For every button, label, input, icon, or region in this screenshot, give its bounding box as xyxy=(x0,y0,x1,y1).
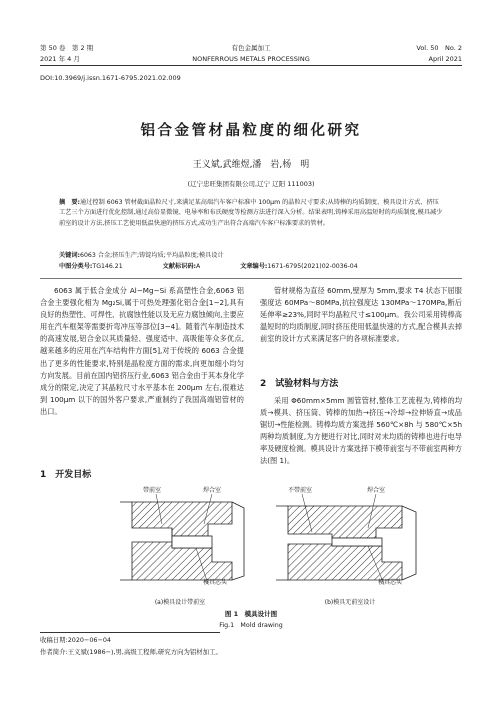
die-upper-section xyxy=(288,506,402,538)
volume-issue: 第 50 卷 第 2 期 xyxy=(40,44,94,52)
subcaption-b: (b)模具无前室设计 xyxy=(324,599,376,606)
material-paragraph: 采用 Φ60mm×5mm 圆管管材,整体工艺流程为,铸棒的均质→模具、挤压筒、铸棒的加热→挤压→冷却→拉伸矫直→成品锯切→性能检测。铸棒均质方案选择 560℃×8h 与 580℃×5h 两种均质制度,为方便进行对比,同时对未均质的铸棒也进行电导率及硬度检测。模具设计方案选择下模带前室与不带前室两种方法(图 1)。 xyxy=(260,396,462,466)
section-heading-material: 2 试验材料与方法 xyxy=(260,379,339,389)
die-upper-section xyxy=(132,502,232,536)
journal-title-en: NONFERROUS METALS PROCESSING xyxy=(192,55,310,63)
mold-drawing-without-chamber xyxy=(272,484,428,590)
doc-code-label: 文献标识码: xyxy=(162,263,197,270)
publication-date-en: April 2021 xyxy=(428,55,462,63)
abstract-label: 摘 要: xyxy=(59,199,81,206)
mold-drawing-with-chamber xyxy=(112,484,252,590)
article-number-label: 文章编号: xyxy=(240,263,268,270)
article-number-value: 1671-6795(2021)02-0036-04 xyxy=(267,263,358,270)
author-bio: 作者简介:王义斌(1986−),男,高级工程师,研究方向为铝材加工。 xyxy=(40,648,222,656)
label-core-a: 模具芯头 xyxy=(203,579,228,586)
authors: 王义斌,武维煜,潘 岩,杨 明 xyxy=(192,160,310,170)
abstract-rule xyxy=(40,278,462,279)
subcaption-a: (a)模具设计带前室 xyxy=(154,599,206,606)
die-lower-section xyxy=(288,544,402,580)
header-rule xyxy=(40,65,462,66)
keywords-text: 6063 合金;挤压生产;铸锭均质;平均晶粒度;模具设计 xyxy=(80,252,224,259)
intro-paragraph: 6063 属于低合金成分 Al−Mg−Si 系高塑性合金,6063 铝合金主要强化相为 Mg₂Si,属于可热处理强化铝合金[1−2],具有良好的热塑性、可焊性、抗腐蚀性能以及无应力腐蚀倾向,主要应用在汽车框架等需要折弯冲压等部位[3−4]。随着汽车制造技术的高速发展,铝合金以其质量轻、强度适中、高吸能等众多优点,越来越多的应用在汽车结构件方面[5],对于传统的 6063 合金提出了更多的性能要求,特别是晶粒度方面的需求,向更加细小均匀方向发展。目前在国内铝挤压行业,6063 铝合金由于其本身化学成分的限定,决定了其晶粒尺寸水平基本在 200μm 左右,很难达到 100μm 以下的国外客户要求,严重制约了我国高端铝管材的出口。 xyxy=(40,286,244,416)
figure-caption-cn: 图 1 模具设计图 xyxy=(224,610,278,618)
classification-line xyxy=(59,262,443,272)
doc-code-value: A xyxy=(196,263,201,270)
volume-issue-en: Vol. 50 No. 2 xyxy=(416,44,462,52)
section-heading-target: 1 开发目标 xyxy=(40,470,92,480)
keywords xyxy=(59,251,443,261)
die-core xyxy=(332,538,382,546)
label-core-b: 模具芯头 xyxy=(378,579,403,586)
affiliation: (辽宁忠旺集团有限公司,辽宁 辽阳 111003) xyxy=(187,180,315,188)
journal-title-cn: 有色金属加工 xyxy=(231,44,271,52)
doi: DOI:10.3969/j.issn.1671-6795.2021.02.009 xyxy=(40,74,181,82)
clc-value: TG146.21 xyxy=(92,263,123,270)
received-date: 收稿日期:2020−06−04 xyxy=(40,636,111,644)
footnote-rule xyxy=(40,632,220,633)
label-front-chamber: 带前室 xyxy=(143,487,162,494)
target-paragraph: 管材规格为直径 60mm,壁厚为 5mm,要求 T4 状态下屈服强度达 60MPa～80MPa,抗拉强度达 130MPa～170MPa,断后延伸率≥23%,同时平均晶粒尺寸≤100μm。我公司采用铸棒高温短时的均质制度,同时挤压使用低温快速的方式,配合模具去掉前室的设计方式来满足客户的各项标准要求。 xyxy=(260,286,462,344)
keywords-label: 关键词: xyxy=(59,252,81,259)
label-no-front-chamber: 不带前室 xyxy=(288,487,313,494)
abstract-text: 通过控制 6063 管材截面晶粒尺寸,来满足某高端汽车客户标准中 100μm 的晶粒尺寸要求;从铸棒的均质制度、模具设计方式、挤压工艺三个方面进行优化控制,通过高倍显微镜、电导率和布氏硬度等检测方法进行深入分析。结果表明,铸棒采用高温短时的均质制度,模具减少前室的设计方法,挤压工艺使用低温快速的挤压方式,成功生产出符合高端汽车客户标准要求的管材。 xyxy=(59,199,443,227)
die-core xyxy=(172,536,212,548)
article-title: 铝合金管材晶粒度的细化研究 xyxy=(140,123,362,139)
clc-label: 中图分类号: xyxy=(59,263,93,270)
figure-caption-en: Fig.1 Mold drawing xyxy=(219,622,283,629)
label-welding-chamber-a: 焊合室 xyxy=(203,487,222,494)
publication-date: 2021 年 4 月 xyxy=(40,55,80,63)
abstract xyxy=(59,198,443,229)
label-welding-chamber-b: 焊合室 xyxy=(367,487,386,494)
